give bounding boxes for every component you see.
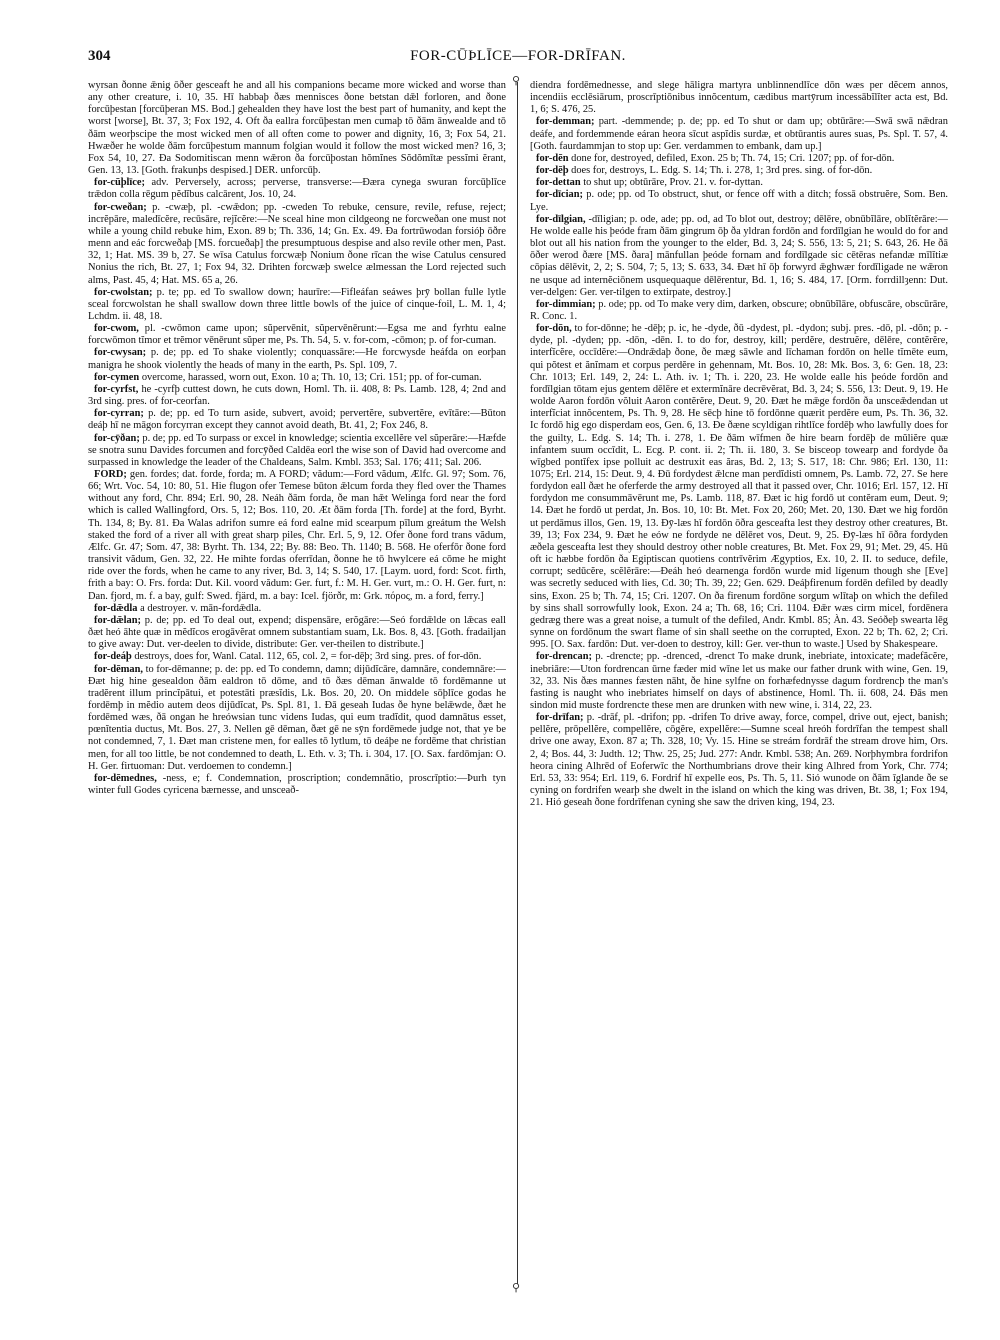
dictionary-entry [530, 214, 948, 299]
entry-text: to for-dōnne; he -dēþ; p. ic, he -dyde, ðū -dydest, pl. -dydon; subj. pres. -dō, pl. -dōn; p. -dyde, pl. -dyden; pp. -dōn, -dēn. I. to do for, destroy, kill; perdĕre, destruĕre, dēlēre, contĕrĕre, interfĭcĕre, occīdĕre:—Ondrǣdaþ ðone, ðe mæg sāwle and līchaman fordōn on helle tĭmēte eum, qui pŏtest et ănĭmam et corpus perdĕre in gehennam, Mt. Bos. 10, 28: Mk. Bos. 3, 6: Gen. 18, 23: Chr. 1013; Erl. 149, 2, 24: L. Ath. iv. 1; Th. i. 220, 23. He wolde ealle his þeóde fordōn and fordīlgian tōtam ejus gentem dēlēre et extermĭnāre decrēvĕrat, Bd. 3, 24; S. 556, 13: Deut. 9, 19. He wolde Aaron fordōn vŏluit Aaron contĕrĕre, Deut. 9, 20. Ðæt he mǣge fordōn ða unsceǣdendan ut interfĭciat innŏcentem, Ps. Th. 9, 28. He sēcþ hine tō fordōnne quærit perdĕre eum, Ps. Th. 36, 32. Ic fordō hig ego disperdam eos, Gen. 6, 13. Ðe ðæne scyldigan rihtlīce fordēþ who lawfully does for the guilty, L. Edg. S. 14; Th. i. 278, 1. Ðe ðām wīfmen ðe hire bearn fordēþ de mŭliĕre quæ infantem suum occīdit, L. Ecg. P. cont. ii. 2; Th. ii. 180, 3. Se bisceop towearp and fordyde ða wīgbed pontĭfex ipse polluit ac destruxit eas ăras, Bd. 2, 13; S. 517, 18: Chr. 986; Erl. 130, 11: 1075; Erl. 214, 15: Deut. 9, 4. Ðū fordydest ǣlcne man perdĭdisti omnem, Ps. Lamb. 72, 27. Se here fordydon eall ðæt he oferferde the army destroyed all that it passed over, Chr. 1016; Erl. 157, 12. Hī fordydon me consummāvērunt me, Ps. Lamb. 118, 87. Ðæt ic hig fordō ut contĕram eum, Deut. 9; 14. Ðæt he fordō ut perdat, Jn. Bos. 10, 10: Bt. Met. Fox 20, 260; Met. 20, 130. Ðæt we hig fordōn ut perdāmus illos, Gen. 19, 13. Ðȳ-læs hī fordōn ōðra gesceafta lest they destroy other creatures, Bt. 39, 13; Fox 234, 9. Ðæt he eów ne fordyde ne dēlēret vos, Deut. 9, 25. Ðȳ-læs hī ōðra fordyden æðela gesceafta lest they should destroy other noble creatures, Bt. Met. Fox 29, 91; Met. 29, 45. Hū oft ic hæbbe fordōn ða Egiptiscan quotiens contrīvĕrim Ægyptios, Ex. 10, 2. II. to seduce, defile, corrupt; sedūcĕre, scĕlĕrāre:—Ðeáh heó dearnenga fordōn wurde mid lígenum though she [Eve] was secretly seduced with lies, Cd. 30; Th. 39, 22; Gen. 629. Deáþfirenum fordēn defiled by deadly sins, Exon. 25 b; Th. 74, 15; Cri. 1207. On ða firenum fordōne sorgum wlītaþ on which the defiled by sins shall sorrowfully look, Exon. 24 a; Th. 68, 16; Cri. 1104. Ðǣr wæs cirm micel, fordēnera gedræg there was a great noise, a tumult of the defiled, Andr. Kmbl. 85; Àn. 43. Seóðeþ swearta lēg synne on fordōnum the swart flame of sin shall seethe on the corrupted, Exon. 22 b; Th. 62, 2; Cri. 995. [O. Sax. fardōn: Dut. ver-doen to destroy, kill: Ger. ver-thun to waste.] Used by Shakespeare. [530, 323, 948, 651]
entry-text: a destroyer. v. mān-fordǣdla. [140, 602, 262, 614]
entry-text: p. de; pp. ed To surpass or excel in knowledge; scientia excellĕre vel sŭperāre:—Hæfde se snotra sunu Davides forcumen and forcȳðed Caldēa eorl the wise son of David had overcome and surpassed in knowledge the leader of the Chaldeans, Salm. Kmbl. 353; Sal. 176; 411; Sal. 206. [88, 432, 506, 468]
entry-headword: for-dōn, [536, 323, 572, 335]
dictionary-columns [88, 80, 948, 1292]
entry-headword: for-cyrran; [94, 408, 144, 420]
entry-headword: for-dettan [536, 177, 581, 189]
entry-headword: for-dēþ [536, 165, 569, 177]
page-header [88, 48, 948, 72]
entry-text: he -cyrfþ cuttest down, he cuts down, Homl. Th. ii. 408, 8: Ps. Lamb. 128, 4; 2nd and 3rd sing. pres. of for-ceorfan. [88, 383, 506, 408]
entry-text: adv. Perversely, across; perverse, transverse:—Ðæra cynega swuran forcūþlīce trǣdon colla rēgum pĕdĭbus calcārent, Jos. 10, 24. [88, 177, 506, 201]
entry-headword: for-dimmian; [536, 298, 596, 310]
dictionary-entry [88, 372, 506, 384]
dictionary-entry [530, 116, 948, 152]
dictionary-entry [530, 712, 948, 809]
dictionary-entry [88, 202, 506, 287]
entry-text: p. de; pp. ed To turn aside, subvert, avoid; pervertĕre, subvertĕre, evītāre:—Būton deáþ hī ne māgon forcyrran except they cannot avoid death, Bt. 41, 2; Fox 246, 8. [88, 408, 506, 432]
dictionary-entry [530, 177, 948, 189]
entry-headword: for-dēman, [94, 663, 143, 675]
entry-headword: for-dīlgian, [536, 213, 586, 225]
entry-headword: for-drencan; [536, 651, 592, 663]
dictionary-entry [88, 177, 506, 201]
entry-text: diendra fordēmednesse, and slege hāligra martyra unblinnendlīce dōn wæs per dĕcem annos, incendiis ecclēsiārum, proscrīptiōnibus innŏcentum, cædibus martȳrum incessābĭlĭter acta est, Bd. 1, 6; S. 476, 25. [530, 80, 948, 116]
entry-text: to for-dēmanne; p. de: pp. ed To condemn, damn; dijūdĭcāre, damnāre, condemnāre:—Ðæt hig hine gesealdon ðām ealdron tō dōme, and tō ðæs dēman ānwalde tō fordēmanne ut tradĕrent illum princĭpātui, et potestāti præsĭdis, Lk. Bos. 20, 20. On middele sōþlīce godas he fordēmþ in mĕdio autem deos dijūdĭcat, Ps. Spl. 81, 1. Ðā geseah Iudas ðe hyne belǣwde, ðæt he fordēmed wæs, ðā ongan he hreówsian tunc videns Iudas, qui eum tradĭdit, quod damnātus esset, pœnĭtentia ductus, Mt. Bos. 27, 3. Nellen gē dēman, ðæt gē ne sȳn fordēmede judge not, that ye be not condemned, 7, 1. Ðæt man cristene men, for ealles tō lytlum, tō deáþe ne fordēme that christian men, for all too little, be not condemned to death, L. Eth. v. 3; Th. i. 304, 17. [O. Sax. fardōmjan: O. H. Ger. firtuoman: Dut. verdoemen to condemn.] [88, 663, 506, 772]
entry-text: p. -drāf, pl. -drifon; pp. -drifen To drive away, force, compel, drive out, eject, banish; pellĕre, prōpellĕre, compellĕre, cōgĕre, expellĕre:—Sumne sceal hreóh fordrīfan the tempest shall drive one away, Exon. 87 a; Th. 328, 10; Vy. 15. Hine se streám fordrāf the stream drove him, Ors. 2, 4; Bos. 44, 3: Judth. 12; Thw. 25, 25; Jud. 277: Andr. Kmbl. 538; An. 269. Norþhymbra fordrifon heora cining Alhrēd of Eoferwīc the Northumbrians drove their king Alhred from York, Chr. 774; Erl. 53, 33: 954; Erl. 119, 6. Fordrif hī expelle eos, Ps. Th. 5, 11. Sió wunode on ðām īglande ðe se cyning on fordrifen wearþ she dwelt in the island on which the king was driven, Bt. 38, 1; Fox 194, 21. Hió geseah ðone fordrīfenan cyning she saw the driven king, 194, 23. [530, 712, 948, 809]
entry-headword: for-dǣlan; [94, 614, 141, 626]
entry-headword: for-dēn [536, 152, 569, 164]
entry-text: done for, destroyed, defiled, Exon. 25 b; Th. 74, 15; Cri. 1207; pp. of for-dōn. [571, 152, 895, 164]
dictionary-entry [88, 603, 506, 615]
entry-text: destroys, does for, Wanl. Catal. 112, 65, col. 2, = for-dēþ; 3rd sing. pres. of for-dōn. [134, 651, 482, 663]
entry-text: wyrsan ðonne ǣnig ōðer gesceaft he and all his companions became more wicked and worse than any other creature, i. 10, 35. Hī habbaþ ðæs mennisces ðone betstan dǣl forloren, and ðone forcūþestan [forcūþeran MS. Bod.] gehealden they have lost the best part of humanity, and kept the worst [worse], Bt. 37, 3; Fox 192, 4. Oft ða eallra forcūþestan men cumaþ tō ðām ānwealde and tō ðām weorþscipe the most wicked men of all often come to power and dignity, 16, 3; Fox 54, 21. Hwæðer he wolde ðām forcūþestum mannum folgian would it follow the most wicked men? 16, 3; Fox 54, 10, 27. Ða Sodomitiscan menn wǣron ða forcūþostan hŏmĭnes Sŏdŏmītæ pessĭmi ĕrant, Gen. 13, 13. [Goth. frakunþs despised.] DER. unforcūþ. [88, 80, 506, 177]
dictionary-entry [530, 299, 948, 323]
dictionary-entry [530, 153, 948, 165]
entry-text: p. -cwæþ, pl. -cwǣdon; pp. -cweden To rebuke, censure, revile, refuse, reject; incrĕpāre, maledīcĕre, recūsāre, rejĭcĕre:—Ne sceal hine mon cildgeong ne forcweðan one must not while a young child rebuke him, Exon. 89 b; Th. 336, 14; Gn. Ex. 49. Ða fortrūwodan forsióþ ōðre menn and eác forcweðaþ [MS. forcueðaþ] the presumptuous despise and also revile other men, Past. 32, 1; Hat. MS. 39 b, 27. Se wīsa Catulus forcwæþ Nonium ðone rīcan the wise Catulus censured Nonius the rich, Bt. 27, 1; Fox 94, 32. Drihten forcwæþ swelce ælmessan the Lord rejected such alms, Past. 45, 4; Hat. MS. 65 a, 26. [88, 201, 506, 286]
entry-headword: for-cwolstan; [94, 286, 153, 298]
entry-headword: for-cȳðan; [94, 432, 140, 444]
entry-headword: for-cweðan; [94, 201, 147, 213]
dictionary-entry [88, 651, 506, 663]
dictionary-entry [88, 80, 506, 177]
entry-headword: for-cyrfst, [94, 383, 139, 395]
dictionary-entry [530, 651, 948, 712]
entry-text: does for, destroys, L. Edg. S. 14; Th. i. 278, 1; 3rd pres. sing. of for-dōn. [571, 165, 873, 177]
entry-text: p. -drencte; pp. -drenced, -drenct To make drunk, inebriate, intoxicate; madefăcĕre, inebriāre:—Uton fordrencan ūrne fæder mid wīne let us make our father drunk with wine, Gen. 19, 32, 33. Nis ðæs mannes fæsten nāht, ðe hine sylfne on forhæfednysse dagum fordrencþ the man's fasting is naught who inebriates himself on days of abstinence, Homl. Th. ii. 608, 24. Ðās men sindon mid muste fordrencte these men are drunken with new wine, i. 314, 22, 23. [530, 651, 948, 711]
dictionary-entry [88, 347, 506, 371]
column-divider-ornament-bottom: ⚲ [511, 1281, 521, 1294]
entry-text: p. ode; pp. od To make very dim, darken, obscure; obnūbĭlāre, obfuscāre, obscūrāre, R. Conc. 1. [530, 298, 948, 322]
entry-text: part. -demmende; p. de; pp. ed To shut or dam up; obtūrāre:—Swā swā nǣdran deáfe, and fordemmende eáran heora sīcut aspĭdis surdæ, et obtūrantis aures suas, Ps. Spl. T. 57, 4. [Goth. faurdammjan to stop up: Ger. verdammen to embank, dam up.] [530, 116, 948, 152]
entry-headword: for-cūþlīce; [94, 177, 145, 189]
entry-text: p. te; pp. ed To swallow down; haurīre:—Fifleáfan seáwes þrȳ bollan fulle lytle sceal forcwolstan he shall swallow down three little bowls of the juice of cinque-foil, L. M. 1, 4; Lchdm. ii. 48, 18. [88, 286, 506, 322]
dictionary-entry [88, 384, 506, 408]
entry-text: to shut up; obtūrāre, Prov. 21. v. for-dyttan. [583, 177, 763, 189]
dictionary-entry [88, 433, 506, 469]
entry-text: p. de; pp. ed To deal out, expend; dispensāre, erŏgāre:—Seó fordǣlde on lǣcas eall ðæt heó āhte quæ in mĕdĭcos erogāvĕrat omnem substantiam suam, Lk. Bos. 8, 43. [Goth. fradailjan to give away: Dut. ver-deelen to divide, distribute: Ger. ver-theilen to distribute.] [88, 614, 506, 651]
entry-text: -dīligian; p. ode, ade; pp. od, ad To blot out, destroy; dēlēre, obnūbĭlāre, oblĭtĕrāre:—He wolde ealle his þeóde fram ðām gingrum ōþ ða yldran fordōn and fordīlgian he would do for and blot out all his nation from the younger to the elder, Bd. 3, 24; S. 556, 13: 5, 21; S. 643, 26. He ðā ōðer werod ðære [MS. ðara] mānfullan þeóde fornam and fordīlgade sic cētēras nefandæ mīlĭtiæ cōpias dēlēvit, 2, 2; S. 504, 7; 5, 13; S. 633, 34. Ðæt hī ōþ forwyrd ǣghwær fordīligade ne wǣron ne usque ad internĕciōnem usquequaque dēlērentur, Bd. 1, 16; S. 484, 17. [Orm. forrdillȝenn: Dut. ver-delgen: Ger. ver-tilgen to extirpate, destroy.] [530, 213, 948, 298]
entry-headword: for-cymen [94, 371, 140, 383]
entry-text: overcome, harassed, worn out, Exon. 10 a; Th. 10, 13; Cri. 151; pp. of for-cuman. [141, 371, 482, 383]
entry-headword: for-drīfan; [536, 712, 584, 724]
entry-headword: for-demman; [536, 116, 595, 128]
dictionary-entry [88, 615, 506, 651]
entry-headword: for-cwysan; [94, 347, 147, 359]
entry-headword: FORD; [94, 469, 127, 480]
entry-text: p. de; pp. ed To shake violently; conquassāre:—He forcwysde heáfda on eorþan manigra he shook violently the heads of many in the earth, Ps. Spl. 109, 7. [88, 347, 506, 371]
entry-text: gen. fordes; dat. forde, forda; m. A FORD; vădum:—Ford vădum, Ælfc. Gl. 97; Som. 76, 66; Wrt. Voc. 54, 10: 80, 51. Hie flugon ofer Temese būton ǣlcum forda they fled over the Thames without any ford, Chr. 894; Erl. 90, 28. Neáh ðām forda, ðe man hǣt Welinga ford near the ford which is called Wallingford, Ors. 5, 12; Bos. 110, 20. Æt ðām forda [Th. forde] at the ford, Byrht. Th. 134, 8; By. 81. Ða Walas adrifon sumre eá ford ealne mid scearpum pīlum greátum the Welsh staked the ford of a river all with great sharp piles, Chr. Erl. 5, 9, 12. Ofer ðone ford trans vădum, Ælfc. Gr. 47; Som. 47, 38: Byrht. Th. 134, 22; By. 88: Beo. Th. 1140; B. 568. He oferfōr ðone ford transivit vădum, Gen. 32, 22. He mihte fordas oferrīdan, ðonne he tō hwylcere eá cōme he might ride over the fords, when he came to any river, Bd. 3, 14; S. 540, 17. [Laym. uord, ford: Scot. firth, frith a bay: O. Frs. forda: Dut. Kil. voord vădum: Ger. furt, f.: M. H. Ger. vurt, m.: O. H. Ger. furt, n: Dan. fjord, m. f. a bay, gulf: Swed. fjärd, m. a bay: Icel. fjörðr, m: Grk. πόρος, m. a ford, ferry.] [88, 469, 506, 602]
dictionary-entry [530, 189, 948, 213]
entry-text: p. ode; pp. od To obstruct, shut, or fence off with a ditch; fossā obstruĕre, Som. Ben. Lye. [530, 189, 948, 213]
dictionary-entry [88, 287, 506, 323]
column-divider-ornament-top: ⚲ [511, 74, 521, 87]
entry-headword: for-dǣdla [94, 602, 138, 614]
left-column [88, 80, 506, 1292]
dictionary-entry [88, 323, 506, 347]
entry-headword: for-dēmednes, [94, 772, 157, 784]
entry-text: pl. -cwōmon came upon; sŭpervēnit, sŭpervēnērunt:—Egsa me and fyrhtu ealne forcwōmon tĭmor et trĕmor vēnērunt sŭper me, Ps. Th. 54, 5. v. for-com, -cōmon; p. of for-cuman. [88, 323, 506, 347]
dictionary-entry [530, 323, 948, 651]
entry-headword: for-cwom, [94, 323, 139, 335]
right-column [530, 80, 948, 1292]
dictionary-entry [88, 664, 506, 773]
dictionary-entry [530, 165, 948, 177]
dictionary-entry [530, 80, 948, 116]
dictionary-entry [88, 773, 506, 797]
page-number: 304 [88, 48, 111, 64]
entry-headword: for-deáþ [94, 651, 132, 663]
dictionary-entry [88, 408, 506, 432]
dictionary-entry [88, 469, 506, 603]
running-head: FOR-CŪÞLĪCE—FOR-DRĪFAN. [410, 48, 626, 64]
entry-headword: for-dīcian; [536, 189, 583, 201]
entry-text: -ness, e; f. Condemnation, proscription; condemnātio, proscrīptio:—Þurh tyn winter full Godes cyricena bærnesse, and unsceað- [88, 772, 506, 797]
